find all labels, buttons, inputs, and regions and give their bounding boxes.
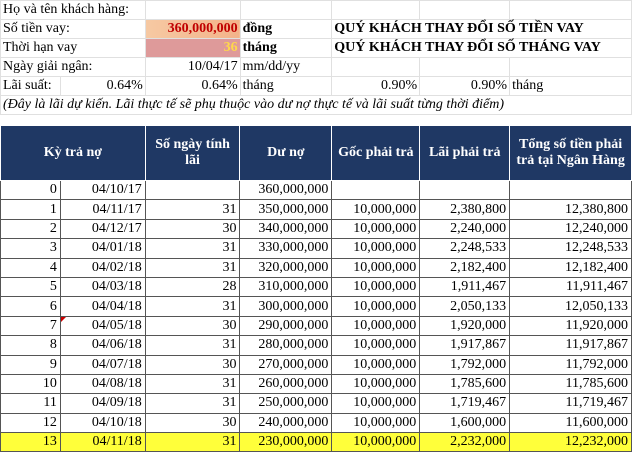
interest-days[interactable]: 31	[145, 297, 240, 316]
interest[interactable]: 1,917,867	[420, 336, 510, 355]
date-format: mm/dd/yy	[240, 58, 332, 77]
due-date[interactable]: 04/11/18	[60, 433, 145, 452]
interest[interactable]: 1,785,600	[420, 374, 510, 393]
header-total: Tổng số tiền phải trả tại Ngân Hàng	[510, 126, 632, 181]
table-row	[1, 413, 632, 432]
customer-name-label: Họ và tên khách hàng:	[1, 1, 146, 20]
balance[interactable]: 240,000,000	[240, 413, 332, 432]
period-number[interactable]: 4	[1, 258, 61, 277]
balance[interactable]: 230,000,000	[240, 433, 332, 452]
total-payment[interactable]: 11,719,467	[510, 394, 632, 413]
term-change-note: QUÝ KHÁCH THAY ĐỔI SỐ THÁNG VAY	[332, 39, 632, 58]
interest[interactable]	[420, 181, 510, 200]
total-payment[interactable]: 12,380,800	[510, 200, 632, 219]
total-payment[interactable]: 11,600,000	[510, 413, 632, 432]
due-date[interactable]: 04/03/18	[60, 277, 145, 296]
period-number[interactable]: 5	[1, 277, 61, 296]
balance[interactable]: 320,000,000	[240, 258, 332, 277]
principal[interactable]: 10,000,000	[332, 239, 420, 258]
table-row	[1, 316, 632, 335]
rate-1-unit: tháng	[240, 77, 332, 96]
principal[interactable]: 10,000,000	[332, 374, 420, 393]
interest-days[interactable]: 30	[145, 316, 240, 335]
interest[interactable]: 2,248,533	[420, 239, 510, 258]
interest-days[interactable]: 31	[145, 394, 240, 413]
table-row	[1, 433, 632, 452]
interest-rate-label: Lãi suất:	[1, 77, 61, 96]
period-number[interactable]: 1	[1, 200, 61, 219]
principal[interactable]: 10,000,000	[332, 316, 420, 335]
interest-days[interactable]: 31	[145, 336, 240, 355]
due-date[interactable]: 04/07/18	[60, 355, 145, 374]
interest-days[interactable]: 31	[145, 258, 240, 277]
principal[interactable]: 10,000,000	[332, 336, 420, 355]
table-row	[1, 239, 632, 258]
balance[interactable]: 360,000,000	[240, 181, 332, 200]
interest[interactable]: 2,182,400	[420, 258, 510, 277]
due-date[interactable]: 04/02/18	[60, 258, 145, 277]
due-date[interactable]: 04/01/18	[60, 239, 145, 258]
due-date[interactable]: 04/10/17	[60, 181, 145, 200]
total-payment[interactable]: 12,182,400	[510, 258, 632, 277]
period-number[interactable]: 13	[1, 433, 61, 452]
interest[interactable]: 1,792,000	[420, 355, 510, 374]
balance[interactable]: 330,000,000	[240, 239, 332, 258]
principal[interactable]: 10,000,000	[332, 219, 420, 238]
principal[interactable]: 10,000,000	[332, 258, 420, 277]
due-date[interactable]: 04/12/17	[60, 219, 145, 238]
period-number[interactable]: 10	[1, 374, 61, 393]
interest-days[interactable]: 28	[145, 277, 240, 296]
amount-change-note: QUÝ KHÁCH THAY ĐỔI SỐ TIỀN VAY	[332, 20, 632, 39]
interest-days[interactable]: 31	[145, 200, 240, 219]
table-row	[1, 394, 632, 413]
rate-1b[interactable]: 0.64%	[145, 77, 240, 96]
table-row	[1, 258, 632, 277]
period-number[interactable]: 9	[1, 355, 61, 374]
rate-2-unit: tháng	[510, 77, 632, 96]
table-row	[1, 355, 632, 374]
balance[interactable]: 270,000,000	[240, 355, 332, 374]
period-number[interactable]: 11	[1, 394, 61, 413]
loan-term-label: Thời hạn vay	[1, 39, 146, 58]
interest[interactable]: 2,240,000	[420, 219, 510, 238]
loan-info-grid	[0, 0, 632, 115]
interest[interactable]: 1,911,467	[420, 277, 510, 296]
loan-amount-input[interactable]: 360,000,000	[145, 20, 240, 39]
balance[interactable]: 250,000,000	[240, 394, 332, 413]
interest[interactable]: 1,600,000	[420, 413, 510, 432]
table-row	[1, 277, 632, 296]
total-payment[interactable]: 11,920,000	[510, 316, 632, 335]
disbursement-date-input[interactable]: 10/04/17	[145, 58, 240, 77]
due-date[interactable]: 04/09/18	[60, 394, 145, 413]
total-payment[interactable]: 11,911,467	[510, 277, 632, 296]
total-payment[interactable]: 11,917,867	[510, 336, 632, 355]
period-number[interactable]: 6	[1, 297, 61, 316]
due-date[interactable]: 04/08/18	[60, 374, 145, 393]
principal[interactable]: 10,000,000	[332, 413, 420, 432]
table-row	[1, 200, 632, 219]
rate-2a[interactable]: 0.90%	[332, 77, 420, 96]
interest-days[interactable]: 31	[145, 239, 240, 258]
amount-unit: đồng	[240, 20, 332, 39]
loan-term-input[interactable]: 36	[145, 39, 240, 58]
balance[interactable]: 260,000,000	[240, 374, 332, 393]
interest[interactable]: 1,719,467	[420, 394, 510, 413]
table-row	[1, 297, 632, 316]
rate-2b[interactable]: 0.90%	[420, 77, 510, 96]
due-date[interactable]: 04/06/18	[60, 336, 145, 355]
due-date[interactable]: 04/10/18	[60, 413, 145, 432]
total-payment[interactable]	[510, 181, 632, 200]
period-number[interactable]: 3	[1, 239, 61, 258]
balance[interactable]: 310,000,000	[240, 277, 332, 296]
loan-amount-label: Số tiền vay:	[1, 20, 146, 39]
total-payment[interactable]: 11,792,000	[510, 355, 632, 374]
interest-days[interactable]: 30	[145, 355, 240, 374]
due-date[interactable]: 04/05/18	[60, 316, 145, 335]
principal[interactable]: 10,000,000	[332, 200, 420, 219]
total-payment[interactable]: 12,240,000	[510, 219, 632, 238]
balance[interactable]: 300,000,000	[240, 297, 332, 316]
period-number[interactable]: 0	[1, 181, 61, 200]
total-payment[interactable]: 12,050,133	[510, 297, 632, 316]
disbursement-date-label: Ngày giải ngân:	[1, 58, 146, 77]
term-unit: tháng	[240, 39, 332, 58]
customer-name-cell[interactable]	[145, 1, 240, 20]
header-balance: Dư nợ	[240, 126, 332, 181]
table-row	[1, 336, 632, 355]
rate-1a[interactable]: 0.64%	[60, 77, 145, 96]
interest-days[interactable]	[145, 181, 240, 200]
period-number[interactable]: 8	[1, 336, 61, 355]
table-row	[1, 219, 632, 238]
period-number[interactable]: 7	[1, 316, 61, 335]
interest-days[interactable]: 31	[145, 433, 240, 452]
balance[interactable]: 340,000,000	[240, 219, 332, 238]
header-interest-days: Số ngày tính lãi	[145, 126, 240, 181]
interest[interactable]: 2,232,000	[420, 433, 510, 452]
interest-days[interactable]: 30	[145, 219, 240, 238]
period-number[interactable]: 2	[1, 219, 61, 238]
due-date[interactable]: 04/04/18	[60, 297, 145, 316]
total-payment[interactable]: 12,248,533	[510, 239, 632, 258]
balance[interactable]: 350,000,000	[240, 200, 332, 219]
table-row	[1, 181, 632, 200]
header-principal: Gốc phải trả	[332, 126, 420, 181]
interest[interactable]: 2,380,800	[420, 200, 510, 219]
total-payment[interactable]: 12,232,000	[510, 433, 632, 452]
disclaimer: (Đây là lãi dự kiến. Lãi thực tế sẽ phụ thuộc vào dư nợ thực tế và lãi suất từng thời điểm)	[1, 96, 632, 115]
principal[interactable]	[332, 181, 420, 200]
principal[interactable]: 10,000,000	[332, 394, 420, 413]
principal[interactable]: 10,000,000	[332, 355, 420, 374]
header-period: Kỳ trả nợ	[1, 126, 146, 181]
interest[interactable]: 2,050,133	[420, 297, 510, 316]
table-row	[1, 374, 632, 393]
total-payment[interactable]: 11,785,600	[510, 374, 632, 393]
principal[interactable]: 10,000,000	[332, 277, 420, 296]
balance[interactable]: 280,000,000	[240, 336, 332, 355]
interest-days[interactable]: 30	[145, 413, 240, 432]
interest-days[interactable]: 31	[145, 374, 240, 393]
header-interest: Lãi phải trả	[420, 126, 510, 181]
balance[interactable]: 290,000,000	[240, 316, 332, 335]
repayment-schedule-table	[0, 125, 632, 452]
principal[interactable]: 10,000,000	[332, 297, 420, 316]
interest[interactable]: 1,920,000	[420, 316, 510, 335]
principal[interactable]: 10,000,000	[332, 433, 420, 452]
period-number[interactable]: 12	[1, 413, 61, 432]
due-date[interactable]: 04/11/17	[60, 200, 145, 219]
